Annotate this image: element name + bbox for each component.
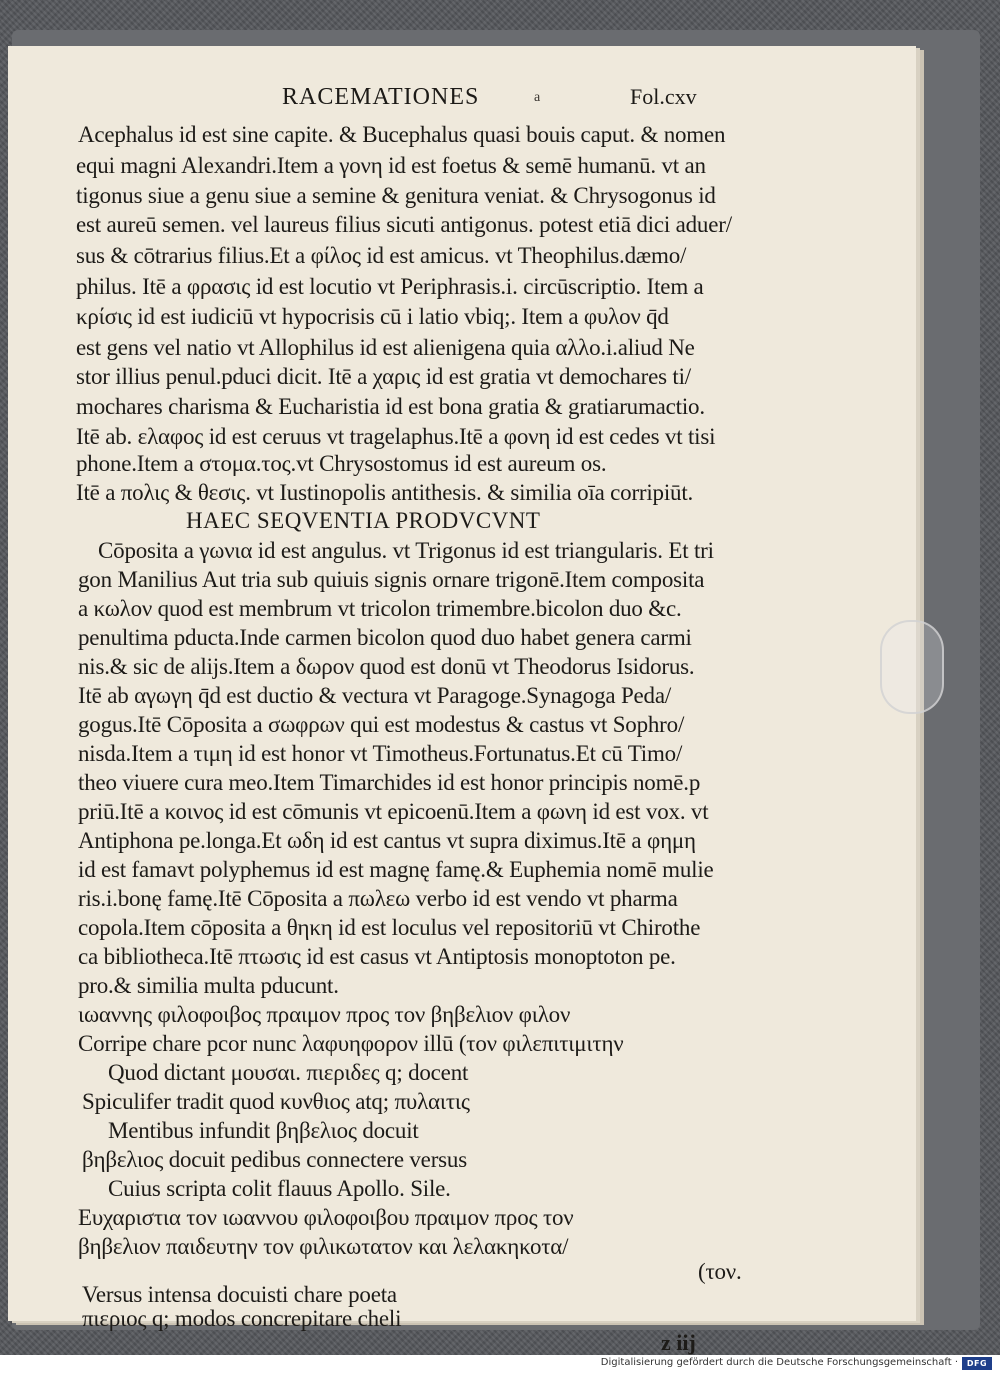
text-line: gogus.Itē Cōposita a σωφρων qui est modestus & castus vt Sophro/ <box>78 712 685 737</box>
text-line: nisda.Item a τιμη id est honor vt Timotheus.Fortunatus.Et cū Timo/ <box>78 741 683 766</box>
text-line: phone.Item a στομα.τος.vt Chrysostomus id est aureum os. <box>76 451 607 476</box>
verse-line: Quod dictant μουσαι. πιεριδες q; docent <box>108 1060 469 1085</box>
text-line: nis.& sic de alijs.Item a δωρον quod est donū vt Theodorus Isidorus. <box>78 654 695 679</box>
text-line: id est famavt polyphemus id est magnę famę.& Euphemia nomē mulie <box>78 857 714 882</box>
verse-line: (τον. <box>698 1259 742 1284</box>
dfg-logo: DFG <box>962 1357 992 1370</box>
text-line: philus. Itē a φρασις id est locutio vt Periphrasis.i. circūscriptio. Item a <box>76 274 704 299</box>
text-line: Cōposita a γωνια id est angulus. vt Trigonus id est triangularis. Et tri <box>98 538 714 563</box>
text-line: equi magni Alexandri.Item a γονη id est foetus & semē humanū. vt an <box>76 153 706 178</box>
running-head-title: RACEMATIONES <box>282 84 480 110</box>
text-line: pro.& similia multa pducunt. <box>78 973 339 998</box>
verse-line: Spiculifer tradit quod κυνθιος atq; πυλαιτις <box>82 1089 470 1114</box>
verse-line: Ευχαριστια τον ιωαννου φιλοφοιβου πραιμον προς τον <box>78 1205 574 1230</box>
text-line: priū.Itē a κοινος id est cōmunis vt epicoenū.Item a φωνη id est vox. vt <box>78 799 709 824</box>
verse-line: ιωαννης φιλοφοιβος πραιμον προς τον βηβελιον φιλον <box>78 1002 571 1027</box>
funding-credit: Digitalisierung gefördert durch die Deutsche Forschungsgemeinschaft · <box>600 1357 958 1368</box>
text-line: Itē ab. ελαφος id est ceruus vt tragelaphus.Itē a φονη id est cedes vt tisi <box>76 424 716 449</box>
text-line: stor illius penul.pduci dicit. Itē a χαρις id est gratia vt demochares ti/ <box>76 364 691 389</box>
text-line: ca bibliotheca.Itē πτωσις id est casus vt Antiptosis monoptoton pe. <box>78 944 676 969</box>
text-line: theo viuere cura meo.Item Timarchides id est honor principis nomē.p <box>78 770 701 795</box>
verse-line: Corripe chare pcor nunc λαφυηφορον illū (τον φιλεπιτιμιτην <box>78 1031 624 1056</box>
running-head-mark: a <box>534 90 541 105</box>
text-line: mochares charisma & Eucharistia id est bona gratia & gratiarumactio. <box>76 394 705 419</box>
page-clip <box>880 620 944 714</box>
signature-mark: z iij <box>661 1330 696 1355</box>
text-line: copola.Item cōposita a θηκη id est loculus vel repositoriū vt Chirothe <box>78 915 701 940</box>
text-line: a κωλον quod est membrum vt tricolon trimembre.bicolon duo &c. <box>78 596 682 621</box>
verse-line: Mentibus infundit βηβελιος docuit <box>108 1118 419 1143</box>
verse-line: Cuius scripta colit flauus Apollo. Sile. <box>108 1176 451 1201</box>
verse-line: βηβελιος docuit pedibus connectere versus <box>82 1147 467 1172</box>
text-line: Acephalus id est sine capite. & Bucephalus quasi bouis caput. & nomen <box>78 122 726 147</box>
text-line: penultima pducta.Inde carmen bicolon quod duo habet genera carmi <box>78 625 692 650</box>
text-line: Itē a πολις & θεσις. vt Iustinopolis antithesis. & similia oīa corripiūt. <box>76 480 694 505</box>
text-line: est gens vel natio vt Allophilus id est alienigena quia αλλο.i.aliud Ne <box>76 335 695 360</box>
verse-line: βηβελιον παιδευτην τον φιλικωτατον και λελακηκοτα/ <box>78 1234 569 1259</box>
text-line: est aureū semen. vel laureus filius sicuti antigonus. potest etiā dici aduer/ <box>76 212 732 237</box>
text-line: κρίσις id est iudiciū vt hypocrisis cū i latio vbiq;. Item a φυλον q̄d <box>76 304 669 329</box>
text-line: sus & cōtrarius filius.Et a φίλος id est amicus. vt Theophilus.dæmo/ <box>76 243 687 268</box>
text-line: Itē ab αγωγη q̄d est ductio & vectura vt Paragoge.Synagoga Peda/ <box>78 683 672 708</box>
text-line: tigonus siue a genu siue a semine & genitura veniat. & Chrysogonus id <box>76 183 716 208</box>
text-line: Antiphona pe.longa.Et ωδη id est cantus vt supra diximus.Itē a φημη <box>78 828 696 853</box>
text-line: ris.i.bonę famę.Itē Cōposita a πωλεω verbo id est vendo vt pharma <box>78 886 678 911</box>
folio-number: Fol.cxv <box>630 84 697 109</box>
text-line: gon Manilius Aut tria sub quiuis signis ornare trigonē.Item composita <box>78 567 705 592</box>
section-heading: HAEC SEQVENTIA PRODVCVNT <box>186 508 541 533</box>
verse-line: πιεριος q; modos concrepitare cheli <box>82 1306 402 1331</box>
verse-line: Versus intensa docuisti chare poeta <box>82 1282 397 1307</box>
